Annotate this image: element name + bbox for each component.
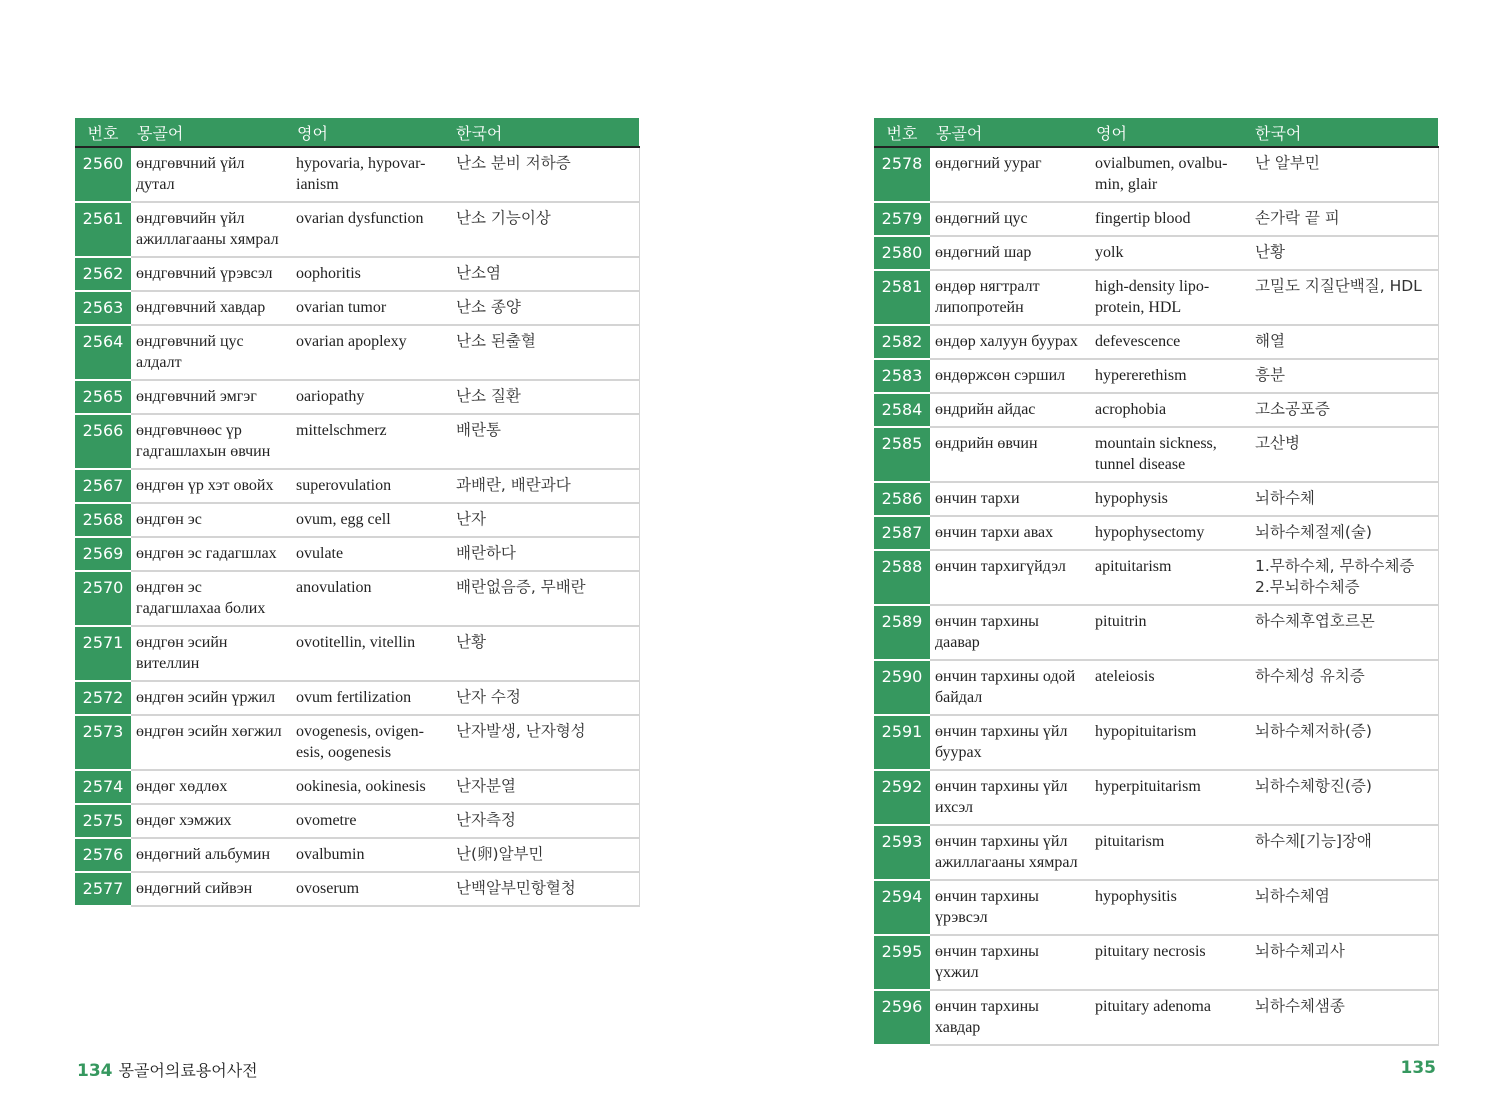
- mongolian-term: өндгөн эсийн үржил: [131, 681, 291, 715]
- korean-term: 난자 수정: [450, 681, 639, 715]
- mongolian-term: өндрийн айдас: [930, 393, 1090, 427]
- mongolian-term: өндгөвчний эмгэг: [131, 380, 291, 414]
- korean-term: 난황: [450, 626, 639, 681]
- korean-term: 배란없음증, 무배란: [450, 571, 639, 626]
- entry-number: 2560: [75, 147, 131, 202]
- mongolian-term: өнчин тархины одой байдал: [930, 660, 1090, 715]
- table-row: [75, 681, 639, 715]
- english-term: mountain sickness, tunnel disease: [1090, 427, 1249, 482]
- korean-term: 난소 질환: [450, 380, 639, 414]
- entry-number: 2571: [75, 626, 131, 681]
- korean-term: 뇌하수체저하(증): [1249, 715, 1438, 770]
- table-row: [874, 427, 1438, 482]
- mongolian-term: өндөр нягтралт липопротейн: [930, 270, 1090, 325]
- page-number-left: 134: [77, 1061, 113, 1081]
- table-row: [874, 482, 1438, 516]
- korean-term: 뇌하수체절제(술): [1249, 516, 1438, 550]
- entry-number: 2561: [75, 202, 131, 257]
- mongolian-term: өндөржсөн сэршил: [930, 359, 1090, 393]
- english-term: ovum, egg cell: [291, 503, 450, 537]
- table-row: [75, 257, 639, 291]
- header-number: 번호: [874, 118, 930, 147]
- header-english: 영어: [1090, 118, 1249, 147]
- table-row: [874, 236, 1438, 270]
- entry-number: 2564: [75, 325, 131, 380]
- korean-term: 고밀도 지질단백질, HDL: [1249, 270, 1438, 325]
- table-header-row: [874, 118, 1438, 147]
- korean-term: 난소 종양: [450, 291, 639, 325]
- korean-term: 난황: [1249, 236, 1438, 270]
- mongolian-term: өнчин тархины үйл буурах: [930, 715, 1090, 770]
- entry-number: 2579: [874, 202, 930, 236]
- table-row: [75, 291, 639, 325]
- table-row: [75, 503, 639, 537]
- mongolian-term: өндгөн эс: [131, 503, 291, 537]
- korean-term: 난소 기능이상: [450, 202, 639, 257]
- english-term: hypererethism: [1090, 359, 1249, 393]
- english-term: ateleiosis: [1090, 660, 1249, 715]
- entry-number: 2592: [874, 770, 930, 825]
- mongolian-term: өнчин тархи: [930, 482, 1090, 516]
- mongolian-term: өндөг хэмжих: [131, 804, 291, 838]
- left-term-table: [75, 118, 640, 907]
- english-term: pituitarism: [1090, 825, 1249, 880]
- korean-term: 난자분열: [450, 770, 639, 804]
- table-row: [75, 147, 639, 202]
- header-number: 번호: [75, 118, 131, 147]
- entry-number: 2581: [874, 270, 930, 325]
- korean-term: 과배란, 배란과다: [450, 469, 639, 503]
- table-row: [75, 626, 639, 681]
- korean-term: 난소 분비 저하증: [450, 147, 639, 202]
- english-term: fingertip blood: [1090, 202, 1249, 236]
- mongolian-term: өндгөвчний үрэвсэл: [131, 257, 291, 291]
- entry-number: 2573: [75, 715, 131, 770]
- entry-number: 2578: [874, 147, 930, 202]
- table-row: [75, 537, 639, 571]
- header-korean: 한국어: [1249, 118, 1438, 147]
- korean-term: 난자발생, 난자형성: [450, 715, 639, 770]
- table-row: [874, 393, 1438, 427]
- korean-term: 해열: [1249, 325, 1438, 359]
- mongolian-term: өндгөвчний цус алдалт: [131, 325, 291, 380]
- table-row: [874, 325, 1438, 359]
- entry-number: 2580: [874, 236, 930, 270]
- english-term: ookinesia, ookinesis: [291, 770, 450, 804]
- korean-term: 1.무하수체, 무하수체증 2.무뇌하수체증: [1249, 550, 1438, 605]
- entry-number: 2568: [75, 503, 131, 537]
- mongolian-term: өнчин тархины үйл ажиллагааны хямрал: [930, 825, 1090, 880]
- table-row: [874, 825, 1438, 880]
- mongolian-term: өндгөвчний хавдар: [131, 291, 291, 325]
- table-row: [874, 202, 1438, 236]
- mongolian-term: өнчин тархигүйдэл: [930, 550, 1090, 605]
- english-term: acrophobia: [1090, 393, 1249, 427]
- english-term: ovulate: [291, 537, 450, 571]
- entry-number: 2586: [874, 482, 930, 516]
- english-term: mittelschmerz: [291, 414, 450, 469]
- entry-number: 2593: [874, 825, 930, 880]
- mongolian-term: өндөгний цус: [930, 202, 1090, 236]
- mongolian-term: өндөр халуун буурах: [930, 325, 1090, 359]
- english-term: hypopituitarism: [1090, 715, 1249, 770]
- table-row: [874, 605, 1438, 660]
- english-term: ovoserum: [291, 872, 450, 906]
- entry-number: 2582: [874, 325, 930, 359]
- english-term: ovarian apoplexy: [291, 325, 450, 380]
- entry-number: 2585: [874, 427, 930, 482]
- table-row: [874, 270, 1438, 325]
- english-term: high-density lipo-protein, HDL: [1090, 270, 1249, 325]
- header-english: 영어: [291, 118, 450, 147]
- table-row: [874, 516, 1438, 550]
- mongolian-term: өнчин тархи авах: [930, 516, 1090, 550]
- mongolian-term: өндгөн эс гадагшлах: [131, 537, 291, 571]
- english-term: hypophysitis: [1090, 880, 1249, 935]
- entry-number: 2565: [75, 380, 131, 414]
- english-term: ovialbumen, ovalbu-min, glair: [1090, 147, 1249, 202]
- entry-number: 2563: [75, 291, 131, 325]
- book-title: 몽골어의료용어사전: [118, 1061, 258, 1080]
- entry-number: 2572: [75, 681, 131, 715]
- korean-term: 뇌하수체항진(증): [1249, 770, 1438, 825]
- table-row: [874, 359, 1438, 393]
- entry-number: 2589: [874, 605, 930, 660]
- english-term: ovometre: [291, 804, 450, 838]
- mongolian-term: өндгөвчийн үйл ажиллагааны хямрал: [131, 202, 291, 257]
- table-row: [75, 872, 639, 906]
- table-row: [874, 935, 1438, 990]
- table-row: [75, 414, 639, 469]
- mongolian-term: өнчин тархины хавдар: [930, 990, 1090, 1045]
- entry-number: 2595: [874, 935, 930, 990]
- mongolian-term: өнчин тархины үрэвсэл: [930, 880, 1090, 935]
- mongolian-term: өндгөвчний үйл дутал: [131, 147, 291, 202]
- english-term: yolk: [1090, 236, 1249, 270]
- mongolian-term: өнчин тархины үйл ихсэл: [930, 770, 1090, 825]
- english-term: ovogenesis, ovigen-esis, oogenesis: [291, 715, 450, 770]
- table-row: [75, 325, 639, 380]
- english-term: oariopathy: [291, 380, 450, 414]
- table-row: [874, 880, 1438, 935]
- korean-term: 난(卵)알부민: [450, 838, 639, 872]
- table-row: [874, 770, 1438, 825]
- table-row: [75, 770, 639, 804]
- mongolian-term: өндөгний сийвэн: [131, 872, 291, 906]
- korean-term: 뇌하수체괴사: [1249, 935, 1438, 990]
- korean-term: 난자측정: [450, 804, 639, 838]
- korean-term: 흥분: [1249, 359, 1438, 393]
- entry-number: 2594: [874, 880, 930, 935]
- page-number-right: 135: [1400, 1058, 1436, 1078]
- table-row: [75, 804, 639, 838]
- entry-number: 2583: [874, 359, 930, 393]
- mongolian-term: өнчин тархины даавар: [930, 605, 1090, 660]
- footer-left: [77, 1058, 258, 1081]
- entry-number: 2591: [874, 715, 930, 770]
- header-mongolian: 몽골어: [930, 118, 1090, 147]
- entry-number: 2569: [75, 537, 131, 571]
- korean-term: 배란하다: [450, 537, 639, 571]
- korean-term: 난소염: [450, 257, 639, 291]
- english-term: superovulation: [291, 469, 450, 503]
- korean-term: 고소공포증: [1249, 393, 1438, 427]
- mongolian-term: өндгөн эс гадагшлахаа болих: [131, 571, 291, 626]
- table-row: [75, 469, 639, 503]
- korean-term: 하수체후엽호르몬: [1249, 605, 1438, 660]
- english-term: hypophysectomy: [1090, 516, 1249, 550]
- table-row: [874, 550, 1438, 605]
- table-row: [874, 147, 1438, 202]
- english-term: ovum fertilization: [291, 681, 450, 715]
- entry-number: 2584: [874, 393, 930, 427]
- table-row: [874, 715, 1438, 770]
- korean-term: 난자: [450, 503, 639, 537]
- korean-term: 난소 된출혈: [450, 325, 639, 380]
- korean-term: 난 알부민: [1249, 147, 1438, 202]
- table-header-row: [75, 118, 639, 147]
- english-term: hypovaria, hypovar-ianism: [291, 147, 450, 202]
- entry-number: 2576: [75, 838, 131, 872]
- english-term: ovotitellin, vitellin: [291, 626, 450, 681]
- right-term-table: [874, 118, 1439, 1046]
- english-term: hypophysis: [1090, 482, 1249, 516]
- mongolian-term: өндөгний уураг: [930, 147, 1090, 202]
- entry-number: 2575: [75, 804, 131, 838]
- mongolian-term: өндөг хөдлөх: [131, 770, 291, 804]
- mongolian-term: өндөгний альбумин: [131, 838, 291, 872]
- entry-number: 2570: [75, 571, 131, 626]
- korean-term: 뇌하수체염: [1249, 880, 1438, 935]
- korean-term: 하수체[기능]장애: [1249, 825, 1438, 880]
- english-term: ovarian tumor: [291, 291, 450, 325]
- english-term: apituitarism: [1090, 550, 1249, 605]
- mongolian-term: өндгөн үр хэт овойх: [131, 469, 291, 503]
- entry-number: 2588: [874, 550, 930, 605]
- mongolian-term: өндгөн эсийн вителлин: [131, 626, 291, 681]
- korean-term: 뇌하수체: [1249, 482, 1438, 516]
- table-row: [75, 838, 639, 872]
- english-term: defevescence: [1090, 325, 1249, 359]
- header-korean: 한국어: [450, 118, 639, 147]
- entry-number: 2574: [75, 770, 131, 804]
- table-row: [75, 380, 639, 414]
- entry-number: 2562: [75, 257, 131, 291]
- english-term: hyperpituitarism: [1090, 770, 1249, 825]
- korean-term: 고산병: [1249, 427, 1438, 482]
- entry-number: 2566: [75, 414, 131, 469]
- table-row: [874, 990, 1438, 1045]
- korean-term: 뇌하수체샘종: [1249, 990, 1438, 1045]
- entry-number: 2590: [874, 660, 930, 715]
- english-term: ovarian dysfunction: [291, 202, 450, 257]
- english-term: pituitrin: [1090, 605, 1249, 660]
- english-term: pituitary necrosis: [1090, 935, 1249, 990]
- english-term: pituitary adenoma: [1090, 990, 1249, 1045]
- mongolian-term: өндөгний шар: [930, 236, 1090, 270]
- header-mongolian: 몽골어: [131, 118, 291, 147]
- mongolian-term: өндрийн өвчин: [930, 427, 1090, 482]
- table-row: [75, 571, 639, 626]
- korean-term: 손가락 끝 피: [1249, 202, 1438, 236]
- table-row: [75, 715, 639, 770]
- korean-term: 배란통: [450, 414, 639, 469]
- korean-term: 하수체성 유치증: [1249, 660, 1438, 715]
- entry-number: 2567: [75, 469, 131, 503]
- mongolian-term: өнчин тархины үхжил: [930, 935, 1090, 990]
- table-row: [75, 202, 639, 257]
- entry-number: 2596: [874, 990, 930, 1045]
- entry-number: 2577: [75, 872, 131, 906]
- mongolian-term: өндгөвчнөөс үр гадгашлахын өвчин: [131, 414, 291, 469]
- english-term: anovulation: [291, 571, 450, 626]
- entry-number: 2587: [874, 516, 930, 550]
- mongolian-term: өндгөн эсийн хөгжил: [131, 715, 291, 770]
- english-term: oophoritis: [291, 257, 450, 291]
- english-term: ovalbumin: [291, 838, 450, 872]
- table-row: [874, 660, 1438, 715]
- korean-term: 난백알부민항혈청: [450, 872, 639, 906]
